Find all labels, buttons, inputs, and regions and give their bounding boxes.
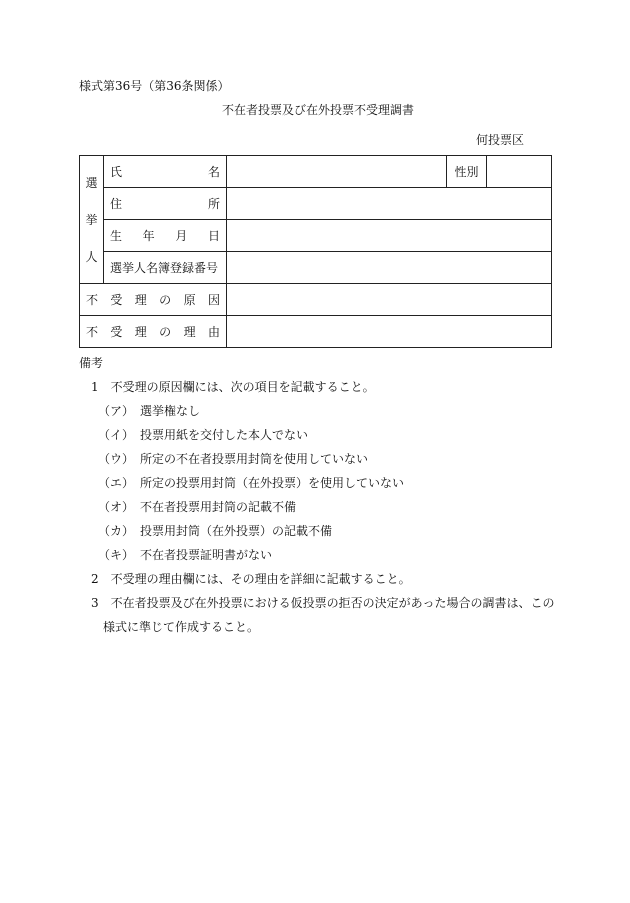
note-item-1: 1 不受理の原因欄には、次の項目を記載すること。 [91, 380, 375, 394]
label-char: 由 [207, 325, 220, 339]
note-subitem: （ア） 選挙権なし [98, 404, 201, 418]
note-item-2: 2 不受理の理由欄には、その理由を詳細に記載すること。 [91, 572, 411, 586]
address-label-cell [104, 188, 227, 220]
label-char: 理 [183, 325, 196, 339]
notes-heading: 備考 [79, 356, 104, 370]
voter-label-char: 人 [85, 249, 98, 264]
label-char: 因 [207, 293, 220, 307]
label-char: 年 [142, 229, 155, 243]
label-char: 生 [110, 229, 123, 243]
cause-label-cell [80, 284, 227, 316]
label-char: 受 [110, 325, 123, 339]
voter-label-char: 選 [85, 176, 98, 191]
note-subitem: （ウ） 所定の不在者投票用封筒を使用していない [98, 452, 369, 466]
note-subitem: （エ） 所定の投票用封筒（在外投票）を使用していない [98, 476, 405, 490]
document-title: 不在者投票及び在外投票不受理調書 [222, 103, 415, 117]
label-char: の [159, 293, 172, 307]
label-char: 不 [86, 293, 99, 307]
label-char: 不 [86, 325, 99, 339]
label-char: 日 [207, 229, 220, 243]
label-char: 氏 [110, 165, 123, 179]
gender-field[interactable] [487, 156, 552, 188]
label-char: 理 [134, 325, 147, 339]
polling-district: 何投票区 [476, 133, 525, 147]
label-char: 名 [207, 165, 220, 179]
label-char: 理 [134, 293, 147, 307]
label-char: 住 [110, 197, 123, 211]
label-char: の [159, 325, 172, 339]
note-item-3: 3 不在者投票及び在外投票における仮投票の拒否の決定があった場合の調書は、この [91, 596, 555, 610]
note-subitem: （イ） 投票用紙を交付した本人でない [98, 428, 309, 442]
cause-field[interactable] [227, 284, 552, 316]
note-item-3-continuation: 様式に準じて作成すること。 [103, 620, 260, 634]
label-char: 原 [183, 293, 196, 307]
record-table [79, 155, 552, 348]
voter-header-cell [80, 156, 104, 284]
form-number: 様式第36号（第36条関係） [79, 79, 230, 93]
reason-field[interactable] [227, 316, 552, 348]
label-char: 月 [175, 229, 188, 243]
gender-label-cell [447, 156, 487, 188]
birthdate-field[interactable] [227, 220, 552, 252]
label-char: 所 [207, 197, 220, 211]
address-field[interactable] [227, 188, 552, 220]
birthdate-label-cell [104, 220, 227, 252]
register-number-label: 選挙人名簿登録番号 [110, 261, 219, 275]
name-field[interactable] [227, 156, 447, 188]
note-subitem: （オ） 不在者投票用封筒の記載不備 [98, 500, 297, 514]
register-number-field[interactable] [227, 252, 552, 284]
label-char: 受 [110, 293, 123, 307]
register-number-label-cell [104, 252, 227, 284]
note-subitem: （カ） 投票用封筒（在外投票）の記載不備 [98, 524, 333, 538]
gender-label: 性別 [454, 165, 479, 179]
note-subitem: （キ） 不在者投票証明書がない [98, 548, 273, 562]
reason-label-cell [80, 316, 227, 348]
name-label-cell [104, 156, 227, 188]
voter-label-char: 挙 [85, 212, 98, 227]
